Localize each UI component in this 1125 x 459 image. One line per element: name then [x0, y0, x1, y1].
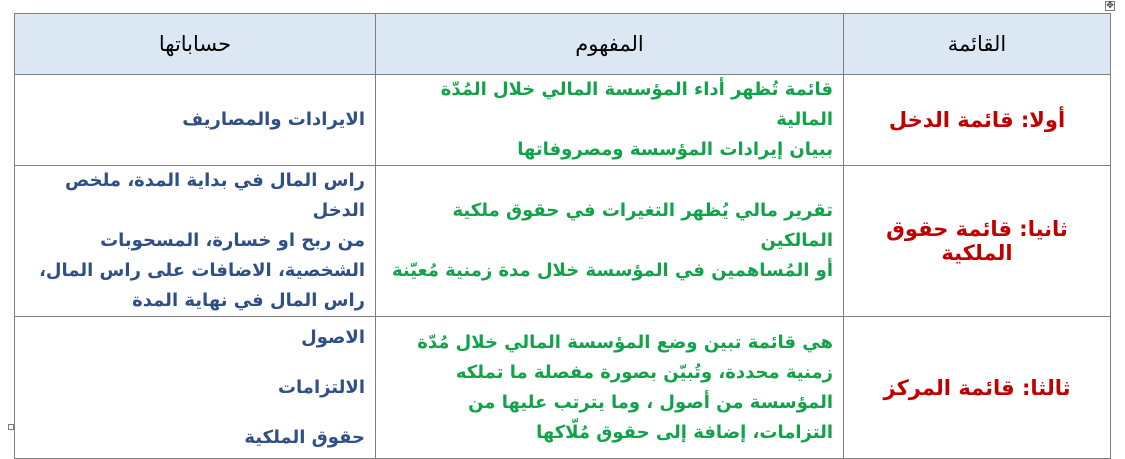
- concept-line: هي قائمة تبين وضع المؤسسة المالي خلال مُدّة: [417, 331, 833, 353]
- concept-line: قائمة تُظهر أداء المؤسسة المالي خلال المُدّة المالية: [440, 79, 833, 130]
- statement-accounts: [15, 75, 376, 166]
- header-concept: المفهوم: [376, 14, 844, 75]
- financial-statements-table: [14, 13, 1111, 459]
- statement-concept: [376, 75, 844, 166]
- statement-accounts: [15, 166, 376, 317]
- statement-concept: [376, 317, 844, 459]
- table-move-handle-icon[interactable]: ✥: [1106, 1, 1114, 11]
- table-row: [15, 317, 1111, 459]
- statement-accounts: [15, 317, 376, 459]
- statement-name: ثانيا: قائمة حقوق الملكية: [844, 166, 1111, 317]
- accounts-line: راس المال في نهاية المدة: [132, 290, 365, 311]
- concept-line: زمنية محددة، وتُبيّن بصورة مفصلة ما تملكه: [455, 361, 833, 383]
- table-resize-handle[interactable]: [8, 424, 14, 430]
- concept-line: التزامات، إضافة إلى حقوق مُلّاكها: [536, 421, 833, 443]
- accounts-line: من ربح او خسارة، المسحوبات: [100, 230, 365, 251]
- table-row: [15, 75, 1111, 166]
- accounts-line: راس المال في بداية المدة، ملخص الدخل: [65, 170, 365, 221]
- accounts-line: الاصول: [301, 326, 365, 348]
- accounts-line: الايرادات والمصاريف: [182, 109, 365, 130]
- statement-concept: [376, 166, 844, 317]
- table-row: [15, 166, 1111, 317]
- accounts-line: حقوق الملكية: [244, 426, 365, 448]
- statement-name: أولا: قائمة الدخل: [844, 75, 1111, 166]
- concept-line: تقرير مالي يُظهر التغيرات في حقوق ملكية المالكين: [452, 200, 833, 251]
- accounts-line: الالتزامات: [277, 376, 365, 398]
- statement-name: ثالثا: قائمة المركز: [844, 317, 1111, 459]
- concept-line: المؤسسة من أصول ، وما يترتب عليها من: [468, 391, 833, 413]
- concept-line: ببيان إيرادات المؤسسة ومصروفاتها: [517, 139, 833, 160]
- header-list: القائمة: [844, 14, 1111, 75]
- header-accounts: حساباتها: [15, 14, 376, 75]
- header-row: [15, 14, 1111, 75]
- concept-line: أو المُساهمين في المؤسسة خلال مدة زمنية مُعيّنة: [391, 260, 833, 281]
- accounts-line: الشخصية، الاضافات على راس المال،: [39, 260, 365, 281]
